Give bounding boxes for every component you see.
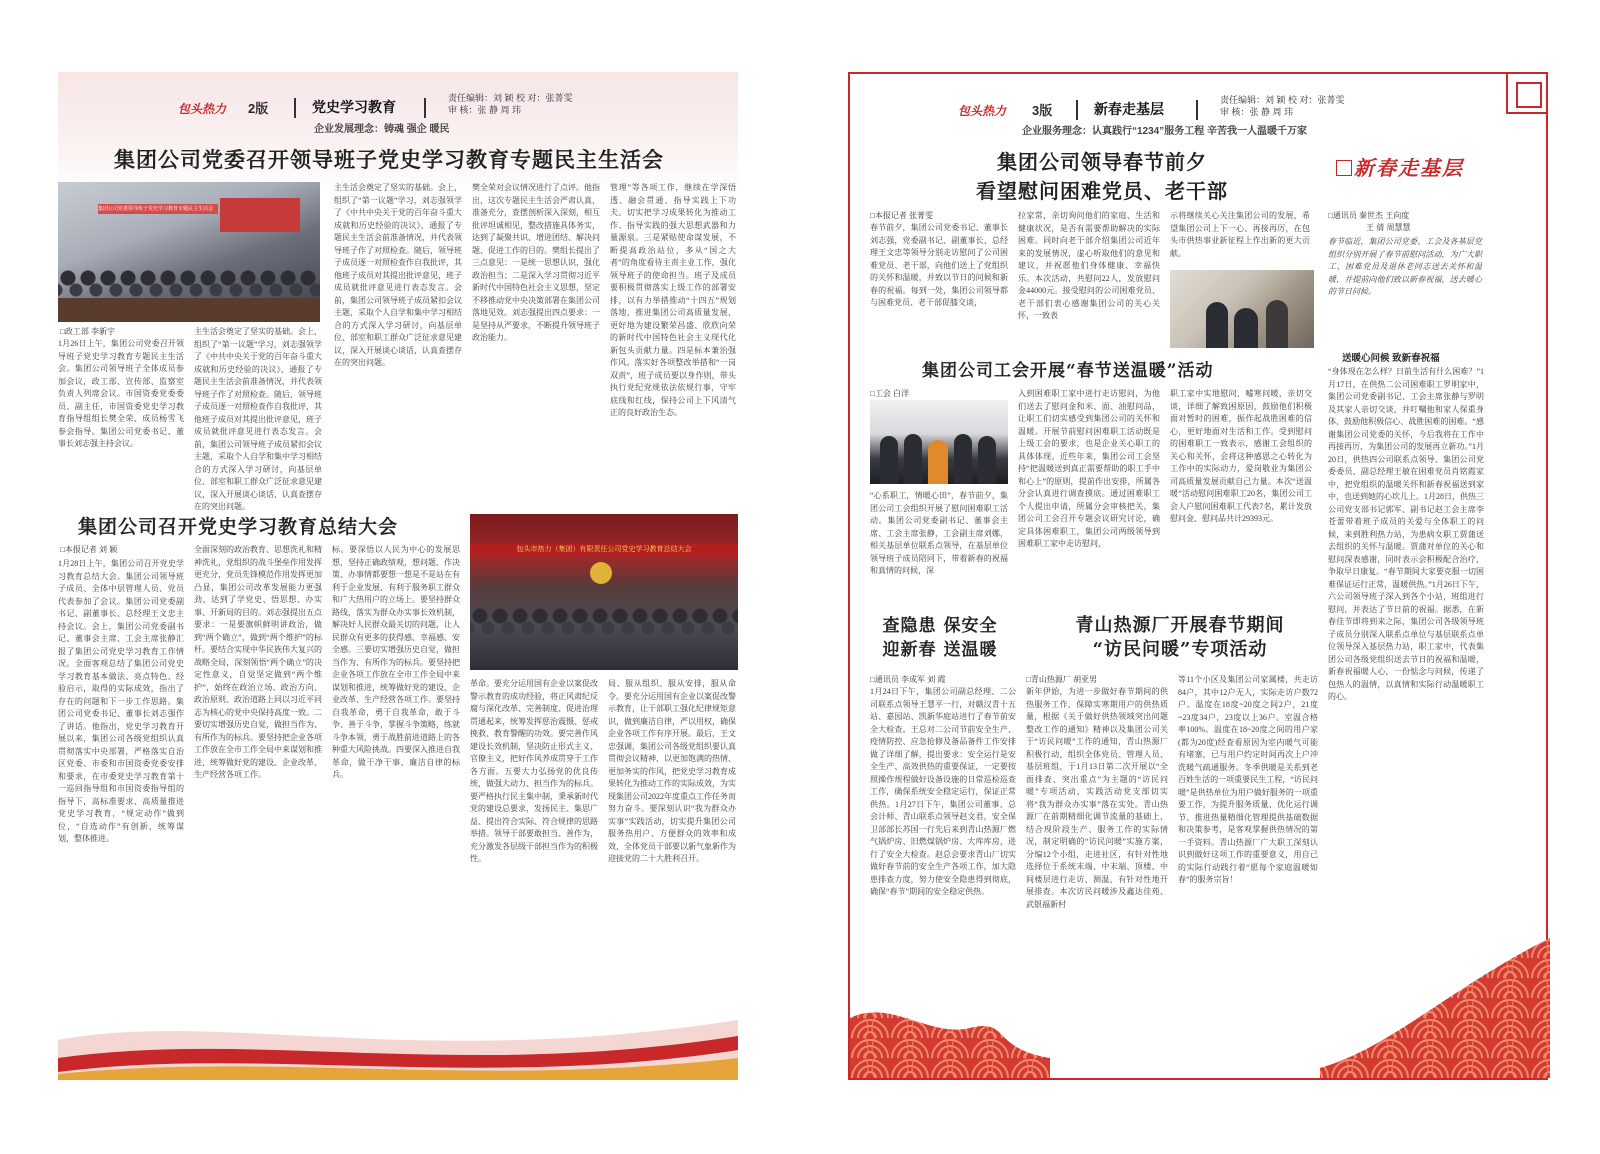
- badge-ornament: [1336, 160, 1352, 176]
- article-column: “心系职工，情暖心田”，春节前夕，集团公司工会组织开展了慰问困难职工活动。集团公司党委副书记、董事会主席、工会主席张静，工会副主席刘娜，相关基层单位联系点领导，在基层单位领导班子成员陪同下，带着新春的祝福和真情的问候，深: [870, 491, 1008, 575]
- byline: □通讯员 秦世杰 王向度: [1328, 211, 1410, 220]
- sidebar-subhead: 送暖心问候 致新春祝福: [1342, 353, 1440, 364]
- edition-number: 3版: [1032, 103, 1053, 118]
- photo-banner: 包头市热力（集团）有限责任公司党史学习教育总结大会: [470, 544, 738, 556]
- headline-line: 集团公司领导春节前夕: [997, 150, 1207, 174]
- article-column: 标。要深悟以人民为中心的发展思想，坚持正确政绩观，想问题、作决策、办事情都要想一想是不是站在有利于企业发展、有利于服务职工群众和广大热用户的立场上。要坚持群众路线，落实为群众办实事长效机制，解决好人民群众最关切的问题，让人民群众有更多的获得感、幸福感、安全感。三要切实增强历史自觉，做担当作为、有所作为的标兵。要坚持把企业各项工作放在全市工作全局中来谋划和推进，统筹做好党的建设、企业改革、生产经营各项工作。要坚持自我革命，勇于自我革命，敢于斗争、善于斗争，掌握斗争策略，练就斗争本领，勇于战胜前进道路上的各种重大风险挑战。四要深入推进自我革命，做干净干事、廉洁自律的标兵。: [332, 545, 460, 779]
- service-motto: 企业服务理念：认真践行“1234”服务工程 辛苦我一人温暖千万家: [1022, 126, 1308, 137]
- byline: □工会 白洋: [870, 389, 910, 398]
- person-figure: [954, 434, 972, 484]
- article-headline: [880, 614, 1000, 662]
- editor-credits: [448, 92, 573, 116]
- red-wave-pattern: [850, 898, 1550, 1078]
- editor-credits: [1220, 94, 1345, 118]
- article-column: 局、服从组织、服从安排，服从命令。要充分运用国有企业以案促改警示教育，让干部职工强化纪律规矩意识，做到廉洁自律，严以用权，确保企业各项工作有序开展。最后，王文忠强调，集团公司各级党组织要认真贯彻会议精神，以更加饱满的热情、更加务实的作风，把党史学习教育成果转化为推动工作的实际成效，为实现集团公司2022年度重点工作任务而努力奋斗。要深刻认识“我为群众办实事”实践活动，切实提升集团公司服务热用户、方便群众的效率和成效，全体党员干部要以新气象新作为迎接党的二十大胜利召开。: [608, 679, 736, 863]
- article-column: 主生活会奠定了坚实的基础。会上，组织了“第一议题”学习，刘志强领学了《中共中央关于党的百年奋斗重大成就和历史经验的决议》，通报了专题民主生活会前准备情况，并代表领导班子作了对照检查。随后，领导班子成员逐一对照检查作自我批评，其他班子成员对其提出批评意见，班子成员就批评意见进行表态发言。会前，集团公司领导班子成员紧扣会议主题，采取个人自学和集中学习相结合的方式深入学习研讨，向基层单位、部室和职工群众广泛征求意见建议，深入开展谈心谈话，认真查摆存在的突出问题。: [334, 183, 462, 367]
- reviewer-line: 审 核：张 静 周 玮: [448, 105, 522, 115]
- party-emblem: [590, 562, 612, 584]
- person-figure: [904, 434, 922, 484]
- newspaper-page-3: [848, 72, 1548, 1080]
- byline: □通讯员 李成军 刘 霞: [870, 675, 946, 684]
- photo-screen: [220, 198, 300, 232]
- article-column: 职工家中实地慰问，嘘寒问暖，亲切交谈，详细了解致困原因，鼓励他们积极面对暂时的困难，振作起战胜困难的信心，更好地面对生活和工作。受到慰问的困难职工一致表示，感谢工会组织的关心和关怀，会将这种感恩之心转化为工作中的实际动力，爱岗敬业为集团公司高质量发展贡献自己力量。本次“送温暖”活动慰问困难职工20名，集团公司工会人户慰问困难职工代表7名，累计发放慰问金、慰问品共计29393元。: [1170, 389, 1312, 523]
- article-column: 新年伊始，为进一步做好春节期间的供热服务工作，保障实寒期用户的供热质量，根据《关于做好供热领域突出问题整改工作的通知》精神以及集团公司关于“访民问暖”工作的通知，青山热源厂积极行动，组织全体党员、管理人员、基层班组，于1月13日第二次开展以“全面排查、突出重点”为主题的“访民问暖”专项活动，实践活动党支部切实将“我为群众办实事”落在实处。青山热源厂在前期精细化调节流量的基础上，结合现阶段生产、服务工作的实际情况，制定明确的“访民问暖”实施方案，分编12个小组，走进社区，有针对性地选择位于系统末端、中末端、顶楼、中间楼层进行走访、测温，有针对性地开展排查。本次访民问暖涉及鑫达佳苑、武银福新村: [1026, 687, 1168, 909]
- visitor-figure: [1266, 300, 1288, 348]
- article-column: 樊全荣对会议情况进行了点评。他指出，这次专题民主生活会严肃认真，准备充分，查摆剖析深入深刻，相互批评坦诚相见，整改措施具体务实，达到了凝聚共识、增进团结、解决问题、促进工作的目的。樊组长提出了三点意见：一是统一思想认识，强化政治担当；二是深入学习贯彻习近平新时代中国特色社会主义思想，坚定不移推动党中央决策部署在集团公司落地见效。刘志强提出四点要求：一是坚持从严要求，不断提升领导班子政治能力。: [472, 183, 600, 342]
- headline-line: 迎新春 送温暖: [882, 640, 998, 660]
- article-column: 拉家常，亲切询问他们的家庭、生活和健康状况，是否有需要帮助解决的实际困难。同时向老干部介绍集团公司近年来的发展情况，虚心听取他们的意见和建议，并祝愿他们身体健康、幸福快乐。本次活动，共慰问22人，发放慰问金44000元。接受慰问的公司困难党员、老干部们衷心感谢集团公司的关心关怀，一致表: [1018, 211, 1160, 320]
- article-headline: 集团公司工会开展“春节送温暖”活动: [922, 361, 1214, 381]
- paper-name: 包头热力: [178, 102, 227, 116]
- paper-name: 包头热力: [958, 104, 1007, 118]
- article-column: 全面深刻的政治教育、思想洗礼和精神洗礼，党组织的战斗堡垒作用发挥更充分，党员先锋模范作用发挥更加凸显，集团公司改革发展能力更强劲，达到了学党史、悟思想、办实事、开新局的目的。刘志强提出五点要求：一是要旗帜鲜明讲政治，做到“两个确立”，做到“两个维护”的标杆。要结合实现中华民族伟大复兴的战略全局，深刻领悟“两个确立”的决定性意义，自觉坚定做到“两个维护”，始终在政治立场、政治方向、政治原则、政治道路上同以习近平同志为核心的党中央保持高度一致。二要切实增强历史自觉，做担当作为、有所作为的标兵。要坚持把企业各项工作放在全市工作全局中来谋划和推进，统筹做好党的建设、企业改革、生产经营各项工作。: [194, 545, 322, 779]
- section-badge: [1336, 152, 1496, 188]
- visitor-figure: [1206, 302, 1228, 348]
- article-column: 管理”等各项工作，继续在学深悟透、融会贯通、指导实践上下功夫。切实把学习成果转化为推动工作、指导实践的强大思想武器和力量源泉。三是紧贴使命谋发展，不断提高政治站位，多从“国之大者”的角度看待主责主业工作，强化领导班子的使命担当。班子及成员要积极贯彻落实上级工作的部署安排，以有力举措推动“十四五”规划落地，推进集团公司高质量发展，更好地为建设繁荣昌盛、欣欣向荣的新时代中国特色社会主义现代化新包头贡献力量。四是标本兼治强作风。落实好各项整改举措和“一岗双责”，班子成员要以身作则，带头执行党纪党规依法依规行事，守牢底线和红线，保持公司上下风清气正的良好政治生态。: [610, 183, 736, 417]
- home-visit-photo: [1170, 270, 1314, 348]
- development-motto: 企业发展理念：铸魂 强企 暖民: [314, 124, 450, 135]
- masthead: [850, 92, 1546, 137]
- headline-line: 查隐患 保安全: [882, 616, 998, 636]
- group-photo: [870, 400, 1008, 484]
- byline: □本报记者 张菁雯: [870, 211, 934, 220]
- headline-line: “访民问暖”专项活动: [1092, 639, 1268, 660]
- conference-table: [58, 298, 320, 322]
- masthead-divider: [294, 98, 296, 118]
- person-figure: [880, 436, 898, 484]
- section-title: 新春走基层: [1094, 101, 1164, 117]
- attendees: [58, 268, 320, 298]
- article-headline: 集团公司党委召开领导班子党史学习教育专题民主生活会: [114, 147, 664, 172]
- editor-line: 责任编辑：刘 颖 校 对：张菁雯: [448, 93, 573, 103]
- masthead: [58, 90, 738, 135]
- article-column: 春节前夕，集团公司党委书记、董事长刘志强，党委副书记、副董事长、总经理王文忠等领导分别走访慰问了公司困难党员、老干部，向他们送上了党组织的关怀和温暖，并致以节日的问候和新春的祝福。每到一处，集团公司领导都与困难党员、老干部促膝交谈，: [870, 223, 1008, 307]
- article-headline: [1050, 614, 1310, 662]
- article-column: “身体现在怎么样？日前生活有什么困难？”1月17日，在供热二公司困难职工罗明家中，集团公司党委副书记、工会主席张静与罗明及其家人亲切交谈，并叮嘱他和家人保重身体，鼓励他积极信心、战胜困难的困难。“感谢集团公司党委的关怀，今后我将在工作中再接再厉，为集团公司的发展再立新功。”1月20日，供热四公司联系点领导、集团公司党委委员、副总经理王敏在困难党员肖铭霞家中，把党组织的温暖关怀和新春祝福送到家中，也送到她的心坎儿上。1月28日，供热三公司党支部书记郭军、副书记赵工会主席李苍蕾带着班子成员的关爱与全体职工的问候，来到胜利热力站，为患病女职工贾蒲送去组织的关怀与温暖。贾蒲对单位的关心和慰问深表感谢，同时表示会积极配合治疗，争取早日康复。“春节期间大家要克服一切困难保证运行正常，温暖供热。”1月26日下午，六公司领导班子深入到各个小站，班组进行慰问，并表达了节日前的祝福。据悉，在新春佳节即将到来之际，集团公司各级领导班子成员分别深入联系点单位与基层联系点单位领导深入基层热力站，职工家中，代表集团公司各级党组织送去节日的祝福和温暖，新春祝福暖人心，一份惦念与问候，传递了包热人的温情，以真情和实际行动温暖职工的心。: [1328, 367, 1484, 701]
- sidebar-lead: 春节临近，集团公司党委、工会及各基层党组织分别开展了春节前慰问活动，为广大职工、困难党员及退休老同志送去关怀和温暖，并提前向他们致以新春祝福，送去暖心的节日问候。: [1328, 237, 1482, 296]
- article-column: 1月28日上午，集团公司召开党史学习教育总结大会。集团公司领导班子成员、全体中层管理人员、党员代表参加了会议。集团公司党委副书记、副董事长、总经理王文忠主持会议。会上，集团公司党委副书记、董事会主席、工会主席张静汇报了集团公司党史学习教育工作情况。全面客观总结了集团公司党史学习教育基本做法、亮点特色、经验启示，取得的实际成效，指出了存在的问题和下一步工作思路。集团公司党委书记、董事长刘志强作了讲话。他指出，党史学习教育开展以来，集团公司各级党组织认真贯彻落实中央部署，严格落实自治区党委、市委和市国资委党委安排和要求，在市委党史学习教育第十一巡回指导组和市国资委指导组的指导下，高标准要求、高质量推进党史学习教育，“规定动作”做到位，“自选动作”有创新，统筹谋划，整体推进。: [58, 559, 184, 843]
- byline: □政工部 李新宇: [60, 327, 116, 336]
- red-ribbon-decoration: [58, 1000, 738, 1080]
- photo-banner: 集团公司党委领导班子党史学习教育专题民主生活会: [98, 204, 218, 214]
- article-column: 示将继续关心关注集团公司的发展，希望集团公司上下一心、再接再厉，在包头市供热事业新征程上作出新的更大贡献。: [1170, 211, 1310, 258]
- newspaper-page-2: [58, 72, 738, 1080]
- article-column: 革命。要充分运用国有企业以案促改警示教育的成功经验，将正风肃纪反腐与深化改革、完善制度、促进治理贯通起来，统筹发挥惩治震慑、惩戒挽救、教育警醒的功效。要完善作风建设长效机制，坚决防止形式主义、官僚主义，把好作风养成贯穿于工作各方面。五要大力弘扬党的优良传统，做强大动力、担当作为的标兵。要严格执行民主集中制，秉承新时代党的建设总要求，发扬民主、集思广益、提出符合实际、符合规律的思路举措。领导干部要敢担当、善作为，充分激发各层级干部担当作为的积极性。: [470, 679, 598, 863]
- person-figure: [928, 440, 948, 484]
- byline: □青山热源厂 胡亚男: [1026, 675, 1098, 684]
- assembly-hall-photo: [470, 514, 738, 670]
- article-column: 入到困难职工家中进行走访慰问，为他们送去了慰问金和米、面、油慰问品，让职工们切实感受到集团公司的关怀和温暖。开展节前慰问困难职工活动既是上级工会的要求，也是企业关心职工的具体体现。近些年来，集团公司工会坚持“把温暖送到真正需要帮助的职工手中和心上”的原则，提前作出安排，所属各分会认真进行调查摸底。通过困难职工个人提出申请，所属分会审核把关，集团公司工会召开专题会议研究讨论，确定具体困难职工，集团公司两级领导到困难职工家中走访慰问，: [1018, 389, 1160, 548]
- headline-line: 看望慰问困难党员、老干部: [976, 179, 1228, 203]
- byline: 王 倩 周慧慧: [1366, 223, 1411, 232]
- byline: □本报记者 刘 颖: [60, 545, 118, 554]
- article-headline: 集团公司召开党史学习教育总结大会: [78, 516, 399, 538]
- meeting-photo: [58, 182, 320, 322]
- audience: [470, 606, 738, 666]
- article-headline: [972, 146, 1232, 204]
- article-column: 主生活会奠定了坚实的基础。会上，组织了“第一议题”学习，刘志强领学了《中共中央关于党的百年奋斗重大成就和历史经验的决议》，通报了专题民主生活会前准备情况，并代表领导班子作了对照检查。随后，领导班子成员逐一对照检查作自我批评，其他班子成员对其提出批评意见，班子成员就批评意见进行表态发言。会前，集团公司领导班子成员紧扣会议主题，采取个人自学和集中学习相结合的方式深入学习研讨，向基层单位、部室和职工群众广泛征求意见建议，深入开展谈心谈话，认真查摆存在的突出问题。: [194, 327, 322, 511]
- article-column: 1月26日上午，集团公司党委召开领导班子党史学习教育专题民主生活会。集团公司领导班子全体成员参加会议，政工部、宣传部、监察室负责人列席会议。市国资委党委委员、副主任，市国资委党史学习教育指导组组长樊全荣、成员杨雪飞参会指导。集团公司党委书记、董事长刘志强主持会议。: [58, 339, 184, 448]
- masthead-divider: [1196, 100, 1198, 120]
- badge-text: 新春走基层: [1354, 156, 1464, 180]
- article-column: 等11个小区及集团公司家属楼，共走访84户，其中12户无人，实际走访户数72户。温度在18度~20度之间2户，21度~23度34户，23度以上36户。室温合格率100%。温度在18~20度之间的用户家(都为20度)经查看原因为室内暖气可能有堵塞，已与用户约定时间再次上户冲洗暖气疏通服务。冬季供暖是关系到老百姓生活的一项重要民生工程，“访民问暖”是供热单位为用户做好服务的一项重要工作，为提升服务质量、优化运行调节、推进热量精细化管理提供基础数据和决策参考，是客观掌握供热情况的第一手资料。青山热源厂广大职工深刻认识到做好这项工作的重要意义，用自己的实际行动践行着“愿每个家庭温暖如春”的服务宗旨！: [1178, 675, 1318, 884]
- editor-line: 责任编辑：刘 颖 校 对：张菁雯: [1220, 95, 1345, 105]
- person-figure: [978, 436, 996, 484]
- headline-line: 青山热源厂开展春节期间: [1075, 615, 1285, 636]
- elder-figure: [1234, 308, 1258, 348]
- edition-number: 2版: [248, 101, 269, 116]
- section-title: 党史学习教育: [312, 99, 396, 115]
- masthead-divider: [1076, 100, 1078, 120]
- reviewer-line: 审 核：张 静 周 玮: [1220, 107, 1294, 117]
- article-column: 1月24日下午，集团公司副总经理、二公司联系点领导王慧平一行，对赣汉青十五站、嘉园站、凯新华庭站进行了春节前安全大检查。王总对二公司节前安全生产、疫情防控、应急抢修及备品备件工作安排做了详细了解，提出要求：安全运行是安全生产、高效供热的重要保证，一定要按照操作规程做好设备设施的日常巡检巡查工作，确保系统安全稳定运行，保证正常供热。1月27日下午，集团公司董事、总会计师、青山联系点领导赵文君，安全保卫部部长苏国一行先后来到青山热源厂燃气锅炉房、旧燃煤锅炉房、大库库房，进行了安全大检查。赵总会要求青山厂切实做好春节前的安全生产各项工作，加大隐患排查力度，努力使安全隐患得到彻底，确保“春节”期间的安全稳定供热。: [870, 687, 1016, 896]
- masthead-divider: [424, 98, 426, 118]
